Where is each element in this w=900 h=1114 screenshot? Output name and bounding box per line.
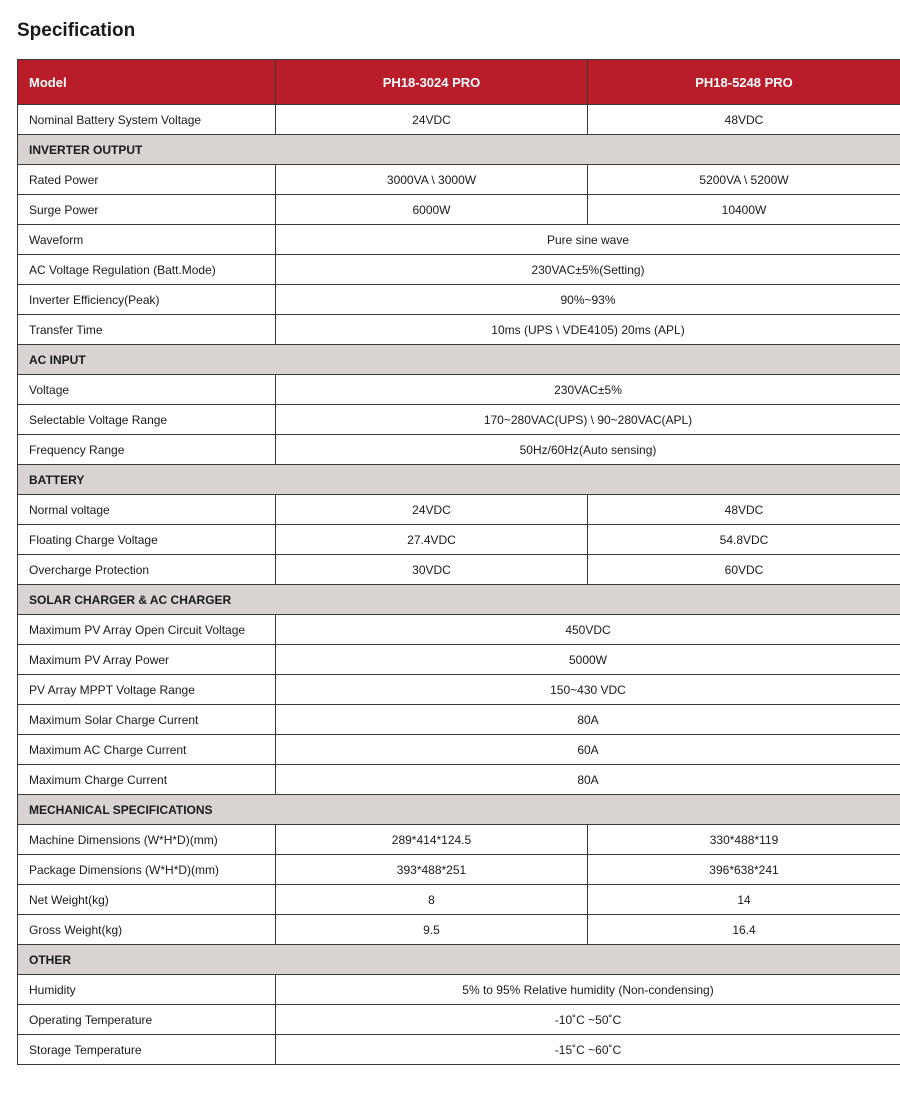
table-row	[18, 735, 900, 765]
section-title: OTHER	[18, 945, 900, 975]
row-label: Operating Temperature	[18, 1005, 276, 1035]
row-value-model-1: 9.5	[276, 915, 588, 945]
table-row	[18, 105, 900, 135]
section-title: BATTERY	[18, 465, 900, 495]
row-label: Voltage	[18, 375, 276, 405]
row-value-model-2: 48VDC	[588, 495, 900, 525]
table-row	[18, 885, 900, 915]
table-row	[18, 525, 900, 555]
table-body	[18, 105, 900, 1065]
row-value-model-1: 3000VA \ 3000W	[276, 165, 588, 195]
row-label: Gross Weight(kg)	[18, 915, 276, 945]
row-label: Maximum PV Array Open Circuit Voltage	[18, 615, 276, 645]
section-header-row	[18, 135, 900, 165]
header-model-label: Model	[18, 60, 276, 105]
row-label: Inverter Efficiency(Peak)	[18, 285, 276, 315]
section-header-row	[18, 945, 900, 975]
row-value-shared: 5% to 95% Relative humidity (Non-condensing)	[276, 975, 900, 1005]
row-value-model-2: 330*488*119	[588, 825, 900, 855]
row-value-shared: 230VAC±5%(Setting)	[276, 255, 900, 285]
header-model-2: PH18-5248 PRO	[588, 60, 900, 105]
table-row	[18, 255, 900, 285]
row-value-shared: 230VAC±5%	[276, 375, 900, 405]
row-value-shared: 60A	[276, 735, 900, 765]
row-value-shared: 80A	[276, 765, 900, 795]
section-header-row	[18, 345, 900, 375]
row-label: PV Array MPPT Voltage Range	[18, 675, 276, 705]
table-header-row	[18, 60, 900, 105]
table-row	[18, 1005, 900, 1035]
table-row	[18, 165, 900, 195]
row-value-model-2: 16.4	[588, 915, 900, 945]
row-label: Net Weight(kg)	[18, 885, 276, 915]
row-label: Nominal Battery System Voltage	[18, 105, 276, 135]
row-label: Waveform	[18, 225, 276, 255]
row-value-model-1: 24VDC	[276, 105, 588, 135]
row-label: Normal voltage	[18, 495, 276, 525]
table-row	[18, 915, 900, 945]
row-label: Floating Charge Voltage	[18, 525, 276, 555]
row-label: AC Voltage Regulation (Batt.Mode)	[18, 255, 276, 285]
row-label: Transfer Time	[18, 315, 276, 345]
row-value-model-2: 54.8VDC	[588, 525, 900, 555]
row-value-shared: 80A	[276, 705, 900, 735]
row-value-model-2: 10400W	[588, 195, 900, 225]
row-value-shared: Pure sine wave	[276, 225, 900, 255]
table-row	[18, 285, 900, 315]
section-title: SOLAR CHARGER & AC CHARGER	[18, 585, 900, 615]
row-value-model-2: 48VDC	[588, 105, 900, 135]
section-header-row	[18, 795, 900, 825]
row-value-shared: 450VDC	[276, 615, 900, 645]
table-row	[18, 765, 900, 795]
table-row	[18, 555, 900, 585]
row-label: Frequency Range	[18, 435, 276, 465]
table-row	[18, 1035, 900, 1065]
row-value-shared: 5000W	[276, 645, 900, 675]
table-row	[18, 225, 900, 255]
table-row	[18, 315, 900, 345]
row-value-model-2: 60VDC	[588, 555, 900, 585]
row-label: Storage Temperature	[18, 1035, 276, 1065]
row-value-model-1: 393*488*251	[276, 855, 588, 885]
row-label: Machine Dimensions (W*H*D)(mm)	[18, 825, 276, 855]
row-value-model-2: 396*638*241	[588, 855, 900, 885]
section-title: MECHANICAL SPECIFICATIONS	[18, 795, 900, 825]
row-value-model-1: 8	[276, 885, 588, 915]
row-label: Humidity	[18, 975, 276, 1005]
table-row	[18, 375, 900, 405]
row-value-model-2: 5200VA \ 5200W	[588, 165, 900, 195]
table-row	[18, 645, 900, 675]
row-label: Selectable Voltage Range	[18, 405, 276, 435]
table-row	[18, 435, 900, 465]
header-model-1: PH18-3024 PRO	[276, 60, 588, 105]
table-row	[18, 855, 900, 885]
table-row	[18, 195, 900, 225]
row-value-model-1: 289*414*124.5	[276, 825, 588, 855]
row-value-model-2: 14	[588, 885, 900, 915]
section-header-row	[18, 465, 900, 495]
row-value-model-1: 30VDC	[276, 555, 588, 585]
table-row	[18, 405, 900, 435]
row-label: Maximum Charge Current	[18, 765, 276, 795]
table-row	[18, 495, 900, 525]
table-row	[18, 825, 900, 855]
row-value-shared: 50Hz/60Hz(Auto sensing)	[276, 435, 900, 465]
row-label: Surge Power	[18, 195, 276, 225]
row-value-shared: 10ms (UPS \ VDE4105) 20ms (APL)	[276, 315, 900, 345]
specification-table	[17, 59, 900, 1065]
table-row	[18, 975, 900, 1005]
row-value-shared: -15˚C ~60˚C	[276, 1035, 900, 1065]
row-label: Rated Power	[18, 165, 276, 195]
row-value-shared: -10˚C ~50˚C	[276, 1005, 900, 1035]
row-value-shared: 150~430 VDC	[276, 675, 900, 705]
table-row	[18, 705, 900, 735]
row-label: Maximum AC Charge Current	[18, 735, 276, 765]
row-value-model-1: 27.4VDC	[276, 525, 588, 555]
row-value-shared: 90%~93%	[276, 285, 900, 315]
row-label: Maximum Solar Charge Current	[18, 705, 276, 735]
row-label: Maximum PV Array Power	[18, 645, 276, 675]
row-value-model-1: 24VDC	[276, 495, 588, 525]
row-value-shared: 170~280VAC(UPS) \ 90~280VAC(APL)	[276, 405, 900, 435]
section-title: AC INPUT	[18, 345, 900, 375]
row-label: Package Dimensions (W*H*D)(mm)	[18, 855, 276, 885]
section-title: INVERTER OUTPUT	[18, 135, 900, 165]
table-row	[18, 615, 900, 645]
row-label: Overcharge Protection	[18, 555, 276, 585]
row-value-model-1: 6000W	[276, 195, 588, 225]
section-header-row	[18, 585, 900, 615]
page-title: Specification	[17, 20, 136, 41]
table-row	[18, 675, 900, 705]
